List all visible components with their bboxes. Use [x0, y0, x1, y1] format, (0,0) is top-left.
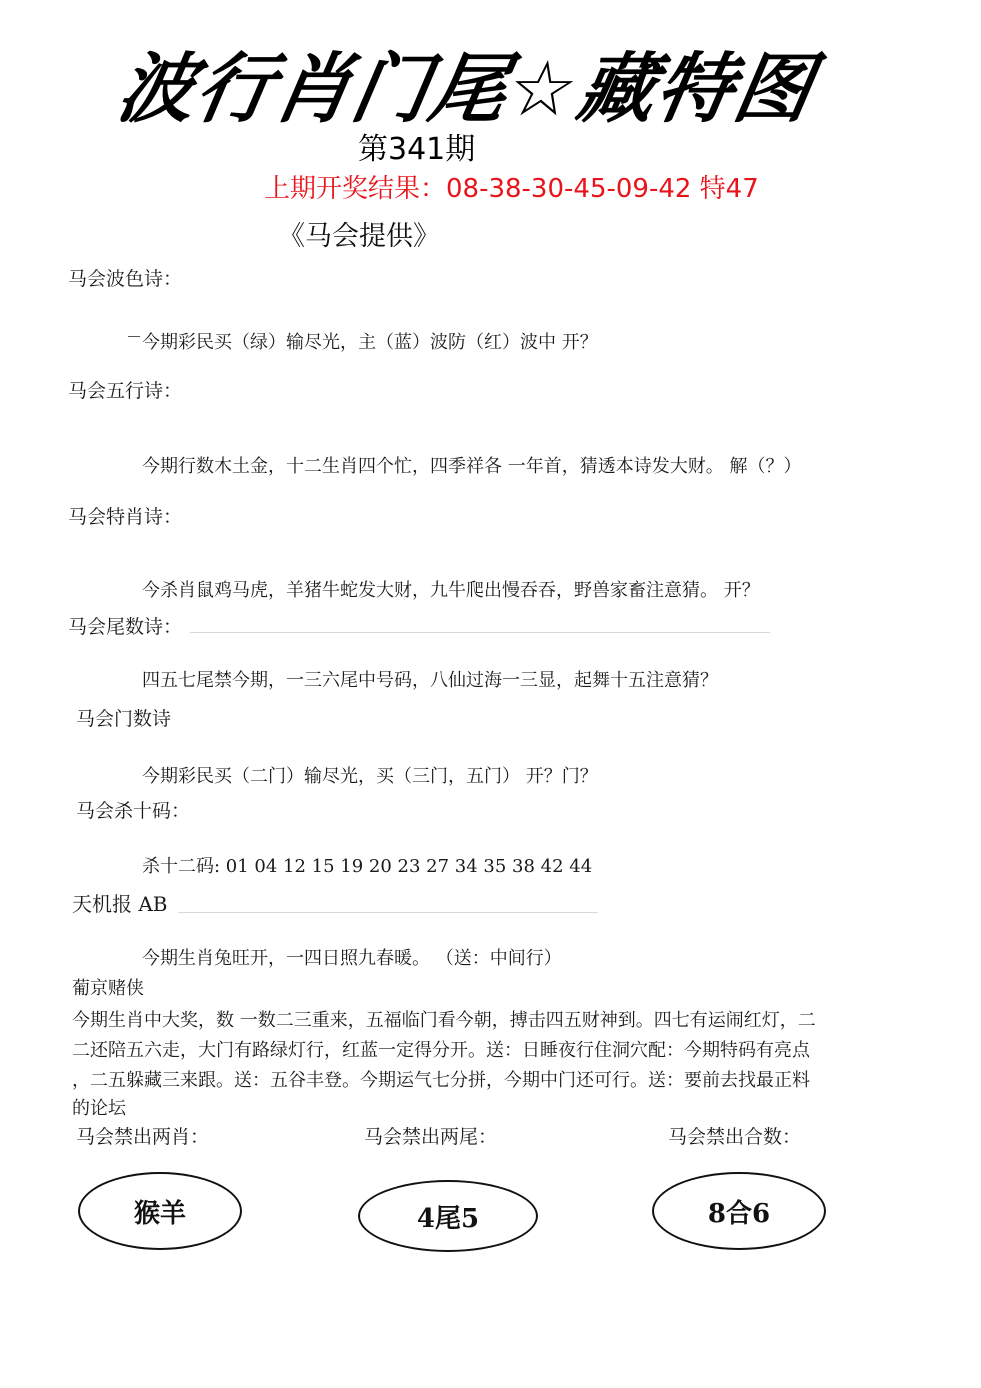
provider-label: 《马会提供》	[278, 221, 440, 252]
issue-number: 第341期	[358, 132, 476, 167]
banned-sum-label: 马会禁出合数：	[668, 1126, 802, 1148]
puj-line: ，二五躲藏三来跟。送：五谷丰登。今期运气七分拼，今期中门还可行。送：要前去找最正料	[72, 1070, 810, 1091]
section-body-tail-number: 四五七尾禁今期，一三六尾中号码，八仙过海一三显，起舞十五注意猜？	[142, 670, 718, 691]
section-heading-puj: 葡京赌侠	[72, 978, 144, 999]
section-heading-tail-number: 马会尾数诗：	[68, 616, 183, 638]
puj-line: 的论坛	[72, 1098, 126, 1119]
section-heading-wave-color: 马会波色诗：	[68, 268, 183, 290]
puj-line: 二还陪五六走，大门有路绿灯行，红蓝一定得分开。送：日睡夜行住洞穴配：今期特码有亮点	[72, 1040, 810, 1061]
divider	[128, 336, 140, 337]
divider	[190, 632, 770, 633]
section-body-kill-ten: 杀十二码: 01 04 12 15 19 20 23 27 34 35 38 42 44	[142, 856, 593, 877]
banner-title: 波行肖门尾☆藏特图	[111, 44, 821, 133]
section-body-five-elements: 今期行数木土金，十二生肖四个忙，四季祥各 一年首，猜透本诗发大财。 解（？）	[142, 456, 802, 477]
section-heading-tianji: 天机报 AB	[72, 892, 168, 916]
banned-tails-oval	[358, 1180, 538, 1252]
banned-zodiac-value: 猴羊	[133, 1198, 186, 1229]
banned-sum-value: 8合6	[707, 1198, 771, 1229]
banned-sum-oval	[652, 1172, 826, 1250]
banned-zodiac-oval	[78, 1172, 242, 1250]
section-body-tianji: 今期生肖兔旺开，一四日照九春暖。 （送：中间行）	[142, 948, 562, 969]
previous-result: 上期开奖结果：08-38-30-45-09-42 特47	[264, 174, 759, 204]
section-body-door-number: 今期彩民买（二门）输尽光，买（三门，五门） 开？门？	[142, 766, 598, 787]
section-body-special-zodiac: 今杀肖鼠鸡马虎，羊猪牛蛇发大财，九牛爬出慢吞吞，野兽家畜注意猜。 开？	[142, 580, 760, 601]
section-heading-five-elements: 马会五行诗：	[68, 380, 183, 402]
section-body-wave-color: 今期彩民买（绿）输尽光，主（蓝）波防（红）波中 开？	[142, 332, 598, 353]
banned-zodiac-label: 马会禁出两肖：	[76, 1126, 210, 1148]
banned-tails-value: 4尾5	[416, 1203, 480, 1234]
banned-tails-label: 马会禁出两尾：	[364, 1126, 498, 1148]
section-heading-special-zodiac: 马会特肖诗：	[68, 506, 183, 528]
section-heading-door-number: 马会门数诗	[76, 708, 172, 730]
section-heading-kill-ten: 马会杀十码：	[76, 800, 191, 822]
divider	[178, 912, 598, 913]
puj-line: 今期生肖中大奖，数 一数二三重来，五福临门看今朝，搏击四五财神到。四七有运闹红灯，二	[72, 1010, 816, 1031]
